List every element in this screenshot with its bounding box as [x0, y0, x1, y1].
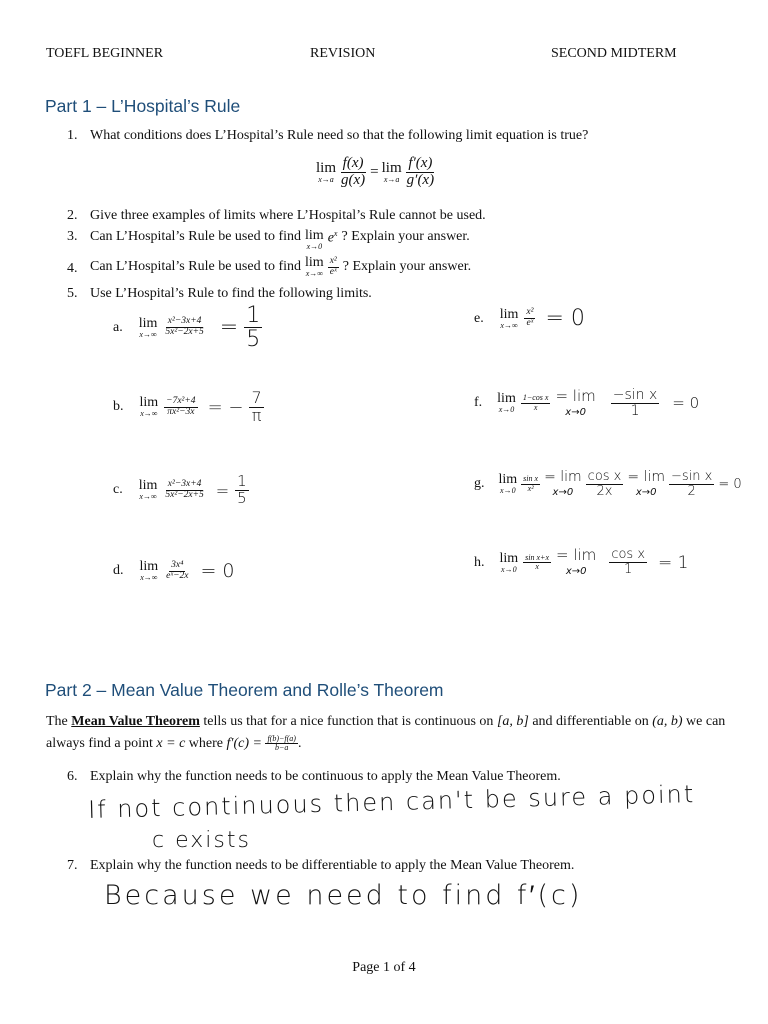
mvt-intro: The Mean Value Theorem tells us that for a nice function that is continuous on [a, b] and differentiable on (a, b) we can always find a point x = c where f′(c) = $\frac{f(b)-f(a)}{b-a}$ .	[46, 714, 726, 753]
header-right: SECOND MIDTERM	[551, 46, 677, 61]
handwritten-answer-a: $\frac{1}{5}$	[246, 303, 261, 353]
header-left: TOEFL BEGINNER	[46, 46, 164, 61]
equals-sign: =	[370, 163, 379, 180]
limit-right: lim x→a	[381, 159, 402, 184]
question-4: 4. Can L’Hospital’s Rule be used to find lim x→∞ $\frac{\text{x²}}{\text{eˣ}}$ ? Explain your answer.	[67, 255, 472, 278]
limit-item-a: a. lim x→∞ $\frac{\text{x²−3x+4}}{\text{5x²−2x+5}}$ = $\frac{1}{5}$	[113, 303, 261, 353]
part1-title: Part 1 – L’Hospital’s Rule	[45, 96, 241, 116]
handwritten-answer-6-line1: If not continuous then can't be sure a point	[87, 780, 696, 824]
limit-item-e: e. lim x→∞ $\frac{\text{x²}}{\text{eˣ}}$ = 0	[474, 306, 585, 331]
page-number: Page 1 of 4	[352, 960, 416, 975]
limit-item-d: d. lim x→∞ $\frac{\text{3x⁴}}{\text{eˣ−2x}}$ = 0	[113, 559, 235, 582]
question-3: 3. Can L’Hospital’s Rule be used to find lim x→0 $e^x$ ? Explain your answer.	[67, 228, 470, 251]
lhospital-equation	[316, 156, 436, 189]
handwritten-answer-c: $\frac{1}{5}$	[237, 472, 247, 507]
fraction-fprime-over-gprime: $\frac{f'(x)}{g'(x)}$	[406, 155, 435, 188]
limit-item-h: h. lim x→0 $\frac{\text{sin x+x}}{x}$ = lim x→0 $\frac{\text{cos x}}{1}$ = 1	[474, 546, 689, 577]
limit-left: lim x→a	[316, 159, 337, 184]
handwritten-answer-6-line2: c exists	[152, 828, 251, 853]
fraction-f-over-g: $\frac{f(x)}{g(x)}$	[341, 155, 366, 188]
handwritten-answer-7: Because we need to find f′(c)	[104, 880, 583, 911]
limit-item-b: b. lim x→∞ $\frac{\text{−7x²+4}}{\text{πx²−3x}}$ = − $\frac{7}{\pi}$	[113, 388, 262, 425]
handwritten-answer-b: $\frac{7}{\pi}$	[251, 388, 262, 425]
limit-item-f: f. lim x→0 $\frac{\text{1−cos x}}{x}$ = lim x→0 $\frac{\text{−sin x}}{1}$ = 0	[474, 386, 700, 419]
question-text: What conditions does L’Hospital’s Rule need so that the following limit equation is true?	[90, 128, 589, 143]
part2-title: Part 2 – Mean Value Theorem and Rolle’s Theorem	[45, 680, 444, 700]
limit-item-g: g. lim x→0 $\frac{\text{sin x}}{\text{x²}}$ = lim x→0 $\frac{\text{cos x}}{2x}$ = lim x→0 $\frac{\text{−sin x}}{2}$ = 0	[474, 469, 742, 499]
question-number: 1.	[67, 128, 78, 143]
handwritten-answer-d: = 0	[200, 560, 235, 582]
handwritten-answer-e: = 0	[545, 306, 585, 331]
limit-item-c: c. lim x→∞ $\frac{\text{x²−3x+4}}{\text{5x²−2x+5}}$ = $\frac{1}{5}$	[113, 472, 247, 507]
header-center: REVISION	[310, 46, 376, 61]
